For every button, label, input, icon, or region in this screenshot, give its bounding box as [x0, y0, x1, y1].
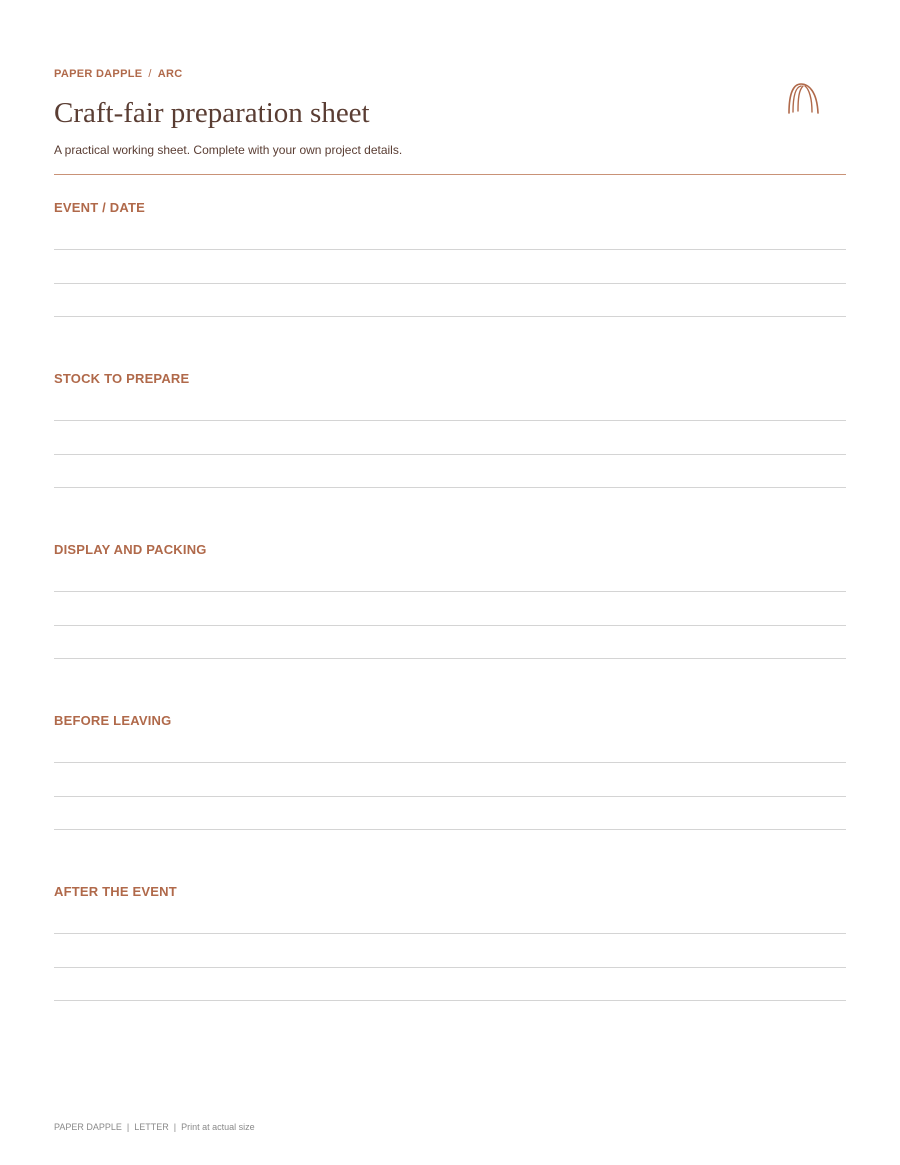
section — [54, 369, 846, 389]
writing-line[interactable] — [54, 625, 846, 626]
section-heading: DISPLAY AND PACKING — [54, 542, 207, 557]
footer-brand: PAPER DAPPLE — [54, 1122, 122, 1132]
arc-icon — [784, 80, 822, 116]
writing-line[interactable] — [54, 933, 846, 934]
writing-line[interactable] — [54, 762, 846, 763]
breadcrumb-series: ARC — [157, 68, 183, 80]
footer — [54, 1122, 255, 1132]
section-heading: EVENT / DATE — [54, 200, 146, 215]
writing-line[interactable] — [54, 249, 846, 250]
footer-paper-size: LETTER — [134, 1122, 169, 1132]
section — [54, 711, 846, 731]
breadcrumb-separator: / — [148, 68, 152, 80]
writing-line[interactable] — [54, 487, 846, 488]
writing-line[interactable] — [54, 829, 846, 830]
breadcrumb — [54, 68, 182, 80]
writing-line[interactable] — [54, 967, 846, 968]
breadcrumb-brand: PAPER DAPPLE — [54, 68, 143, 80]
footer-separator: | — [126, 1122, 130, 1132]
section — [54, 540, 846, 560]
writing-line[interactable] — [54, 1000, 846, 1001]
section-heading: STOCK TO PREPARE — [54, 371, 190, 386]
footer-note: Print at actual size — [181, 1122, 255, 1132]
section-heading: BEFORE LEAVING — [54, 713, 172, 728]
header-divider — [54, 174, 846, 175]
page-title: Craft-fair preparation sheet — [54, 97, 370, 129]
writing-line[interactable] — [54, 283, 846, 284]
section — [54, 882, 846, 902]
footer-separator: | — [173, 1122, 177, 1132]
page-subtitle: A practical working sheet. Complete with your own project details. — [54, 143, 403, 157]
writing-line[interactable] — [54, 316, 846, 317]
writing-line[interactable] — [54, 454, 846, 455]
section-heading: AFTER THE EVENT — [54, 884, 177, 899]
writing-line[interactable] — [54, 658, 846, 659]
writing-line[interactable] — [54, 420, 846, 421]
section — [54, 198, 846, 218]
writing-line[interactable] — [54, 796, 846, 797]
writing-line[interactable] — [54, 591, 846, 592]
